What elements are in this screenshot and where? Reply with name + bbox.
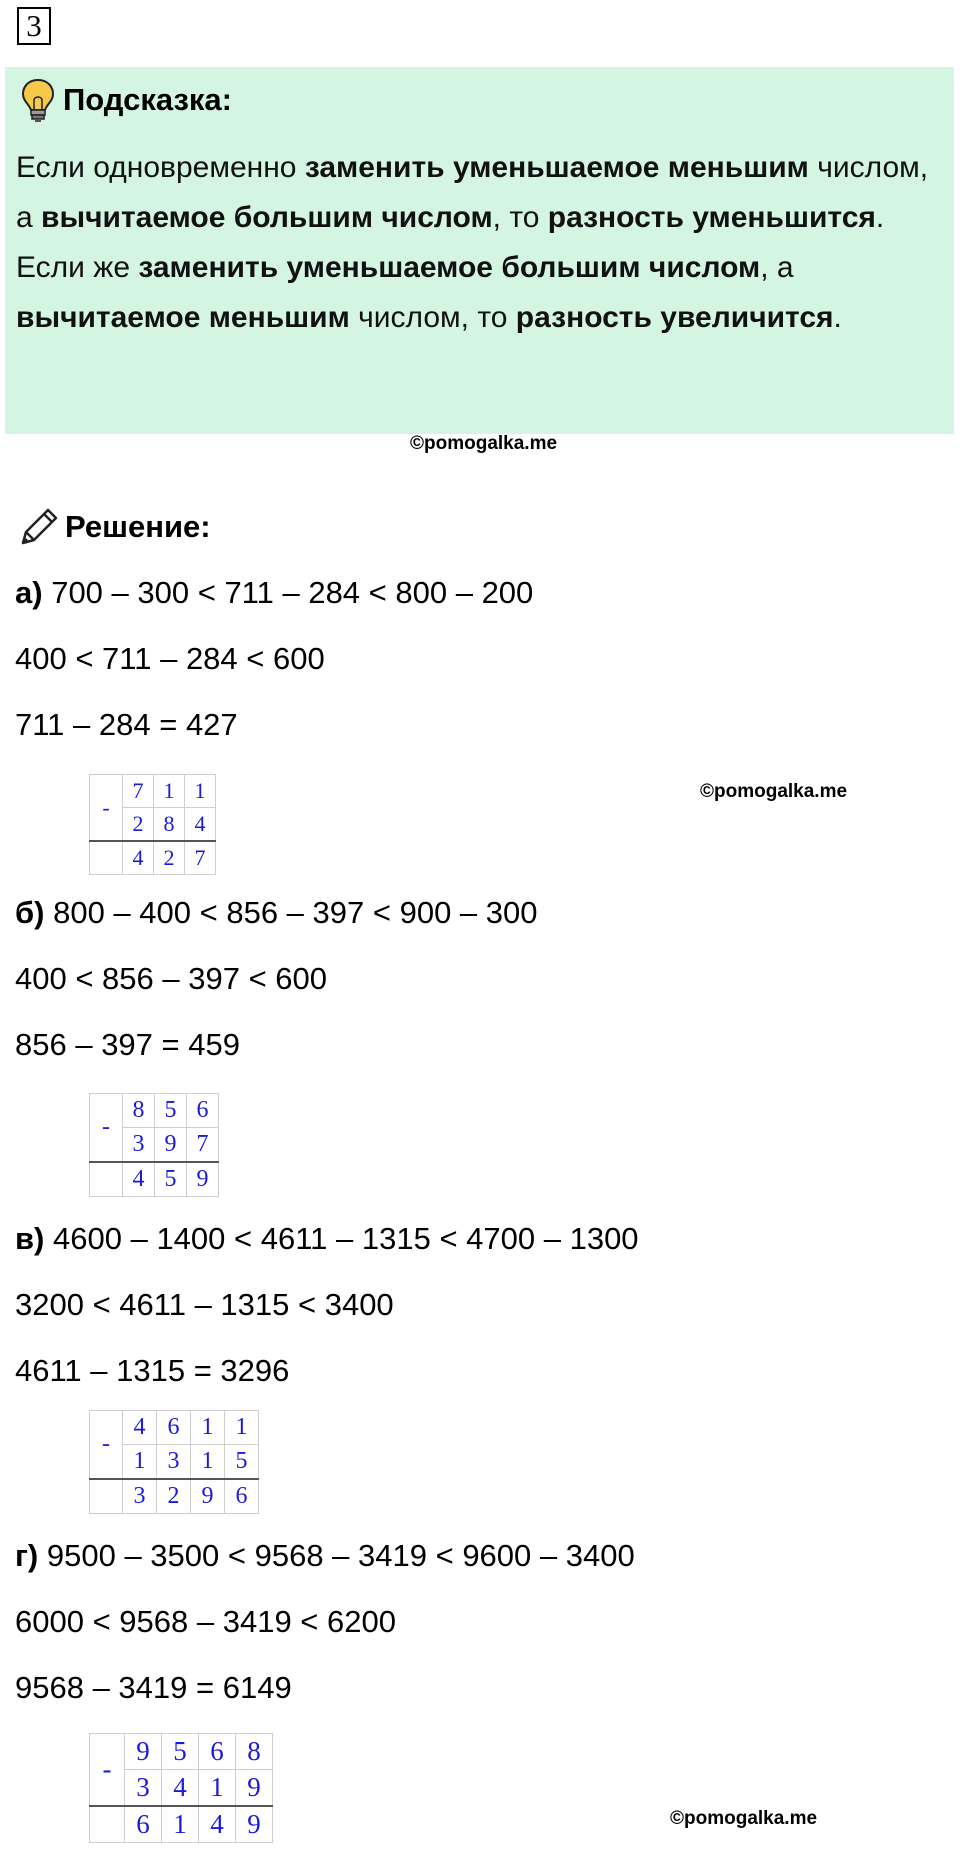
part-expression: 9500 – 3500 < 9568 – 3419 < 9600 – 3400 bbox=[46, 1538, 635, 1573]
digit-cell: 9 bbox=[236, 1806, 273, 1843]
solution-title: Решение: bbox=[65, 509, 211, 544]
hint-text-span: , а bbox=[760, 251, 794, 284]
part-label: а) bbox=[15, 575, 43, 610]
hint-text-span: числом, а bbox=[16, 151, 929, 234]
digit-cell: 6 bbox=[199, 1734, 236, 1770]
digit-cell: 1 bbox=[199, 1770, 236, 1807]
part-expression: 800 – 400 < 856 – 397 < 900 – 300 bbox=[53, 895, 538, 930]
digit-cell: 6 bbox=[125, 1806, 162, 1843]
part-expression: 4600 – 1400 < 4611 – 1315 < 4700 – 1300 bbox=[53, 1221, 639, 1256]
empty-cell bbox=[90, 1806, 125, 1843]
digit-cell: 4 bbox=[162, 1770, 199, 1807]
part-expression: 700 – 300 < 711 – 284 < 800 – 200 bbox=[51, 575, 534, 610]
digit-cell: 1 bbox=[191, 1411, 225, 1445]
minus-sign: - bbox=[90, 775, 123, 842]
part-d-line-1 bbox=[15, 1536, 635, 1576]
copyright-watermark: ©pomogalka.me bbox=[410, 433, 558, 454]
digit-cell: 1 bbox=[191, 1445, 225, 1480]
hint-bold-span: заменить уменьшаемое большим числом bbox=[138, 251, 761, 284]
column-subtraction-d bbox=[89, 1733, 273, 1843]
hint-bold-span: заменить уменьшаемое меньшим bbox=[304, 151, 809, 184]
digit-cell: 7 bbox=[187, 1128, 219, 1163]
hint-text-span: Если же bbox=[16, 251, 139, 284]
digit-cell: 1 bbox=[185, 775, 216, 808]
empty-cell bbox=[90, 1162, 123, 1197]
hint-bold-span: вычитаемое меньшим bbox=[16, 301, 350, 334]
digit-cell: 5 bbox=[155, 1094, 187, 1128]
hint-box bbox=[5, 67, 954, 434]
digit-cell: 8 bbox=[123, 1094, 155, 1128]
hint-header bbox=[19, 75, 232, 125]
part-c-line-2: 3200 < 4611 – 1315 < 3400 bbox=[15, 1287, 394, 1322]
task-number: 3 bbox=[17, 7, 51, 45]
digit-cell: 3 bbox=[157, 1445, 191, 1480]
copyright-watermark: ©pomogalka.me bbox=[700, 781, 848, 802]
hint-bold-span: разность уменьшится bbox=[547, 201, 876, 234]
digit-cell: 9 bbox=[155, 1128, 187, 1163]
part-d-line-2: 6000 < 9568 – 3419 < 6200 bbox=[15, 1604, 396, 1639]
minus-sign: - bbox=[90, 1094, 123, 1163]
hint-text-span: . bbox=[833, 301, 842, 334]
digit-cell: 4 bbox=[185, 808, 216, 842]
part-b-line-3: 856 – 397 = 459 bbox=[15, 1027, 240, 1062]
digit-cell: 6 bbox=[187, 1094, 219, 1128]
digit-cell: 6 bbox=[225, 1479, 259, 1514]
column-subtraction-c bbox=[89, 1410, 259, 1514]
part-d-line-3: 9568 – 3419 = 6149 bbox=[15, 1670, 292, 1705]
digit-cell: 9 bbox=[187, 1162, 219, 1197]
part-label: г) bbox=[15, 1538, 39, 1573]
digit-cell: 1 bbox=[225, 1411, 259, 1445]
digit-cell: 2 bbox=[157, 1479, 191, 1514]
part-c-line-1 bbox=[15, 1219, 639, 1259]
part-label: б) bbox=[15, 895, 45, 930]
part-b-line-1 bbox=[15, 893, 538, 933]
digit-cell: 4 bbox=[123, 1411, 157, 1445]
empty-cell bbox=[90, 841, 123, 875]
part-a-line-1 bbox=[15, 573, 533, 613]
digit-cell: 5 bbox=[155, 1162, 187, 1197]
part-c-line-3: 4611 – 1315 = 3296 bbox=[15, 1353, 290, 1388]
digit-cell: 4 bbox=[123, 841, 154, 875]
part-label: в) bbox=[15, 1221, 45, 1256]
hint-text-span: , то bbox=[492, 201, 548, 234]
digit-cell: 3 bbox=[123, 1128, 155, 1163]
digit-cell: 3 bbox=[125, 1770, 162, 1807]
digit-cell: 5 bbox=[162, 1734, 199, 1770]
digit-cell: 7 bbox=[185, 841, 216, 875]
hint-paragraph-1 bbox=[16, 143, 946, 243]
part-a-line-2: 400 < 711 – 284 < 600 bbox=[15, 641, 325, 676]
hint-text bbox=[16, 143, 946, 343]
digit-cell: 7 bbox=[123, 775, 154, 808]
digit-cell: 1 bbox=[162, 1806, 199, 1843]
digit-cell: 8 bbox=[236, 1734, 273, 1770]
digit-cell: 3 bbox=[123, 1479, 157, 1514]
minus-sign: - bbox=[90, 1734, 125, 1807]
digit-cell: 1 bbox=[154, 775, 185, 808]
digit-cell: 4 bbox=[123, 1162, 155, 1197]
part-b-line-2: 400 < 856 – 397 < 600 bbox=[15, 961, 328, 996]
digit-cell: 9 bbox=[236, 1770, 273, 1807]
column-subtraction-b bbox=[89, 1093, 219, 1197]
empty-cell bbox=[90, 1479, 123, 1514]
digit-cell: 6 bbox=[157, 1411, 191, 1445]
hint-bold-span: разность увеличится bbox=[515, 301, 834, 334]
digit-cell: 5 bbox=[225, 1445, 259, 1480]
hint-text-span: числом, то bbox=[349, 301, 516, 334]
part-a-line-3: 711 – 284 = 427 bbox=[15, 707, 238, 742]
digit-cell: 8 bbox=[154, 808, 185, 842]
digit-cell: 2 bbox=[123, 808, 154, 842]
copyright-watermark: ©pomogalka.me bbox=[670, 1808, 818, 1829]
digit-cell: 9 bbox=[191, 1479, 225, 1514]
solution-header bbox=[17, 502, 211, 552]
digit-cell: 2 bbox=[154, 841, 185, 875]
digit-cell: 9 bbox=[125, 1734, 162, 1770]
minus-sign: - bbox=[90, 1411, 123, 1480]
hint-title: Подсказка: bbox=[63, 82, 232, 117]
hint-text-span: Если одновременно bbox=[16, 151, 305, 184]
hint-text-span: . bbox=[875, 201, 885, 234]
hint-bold-span: вычитаемое большим числом bbox=[41, 201, 493, 234]
digit-cell: 4 bbox=[199, 1806, 236, 1843]
lightbulb-icon bbox=[19, 77, 57, 123]
pencil-icon bbox=[17, 505, 61, 549]
hint-paragraph-2 bbox=[16, 243, 946, 343]
column-subtraction-a bbox=[89, 774, 216, 875]
digit-cell: 1 bbox=[123, 1445, 157, 1480]
